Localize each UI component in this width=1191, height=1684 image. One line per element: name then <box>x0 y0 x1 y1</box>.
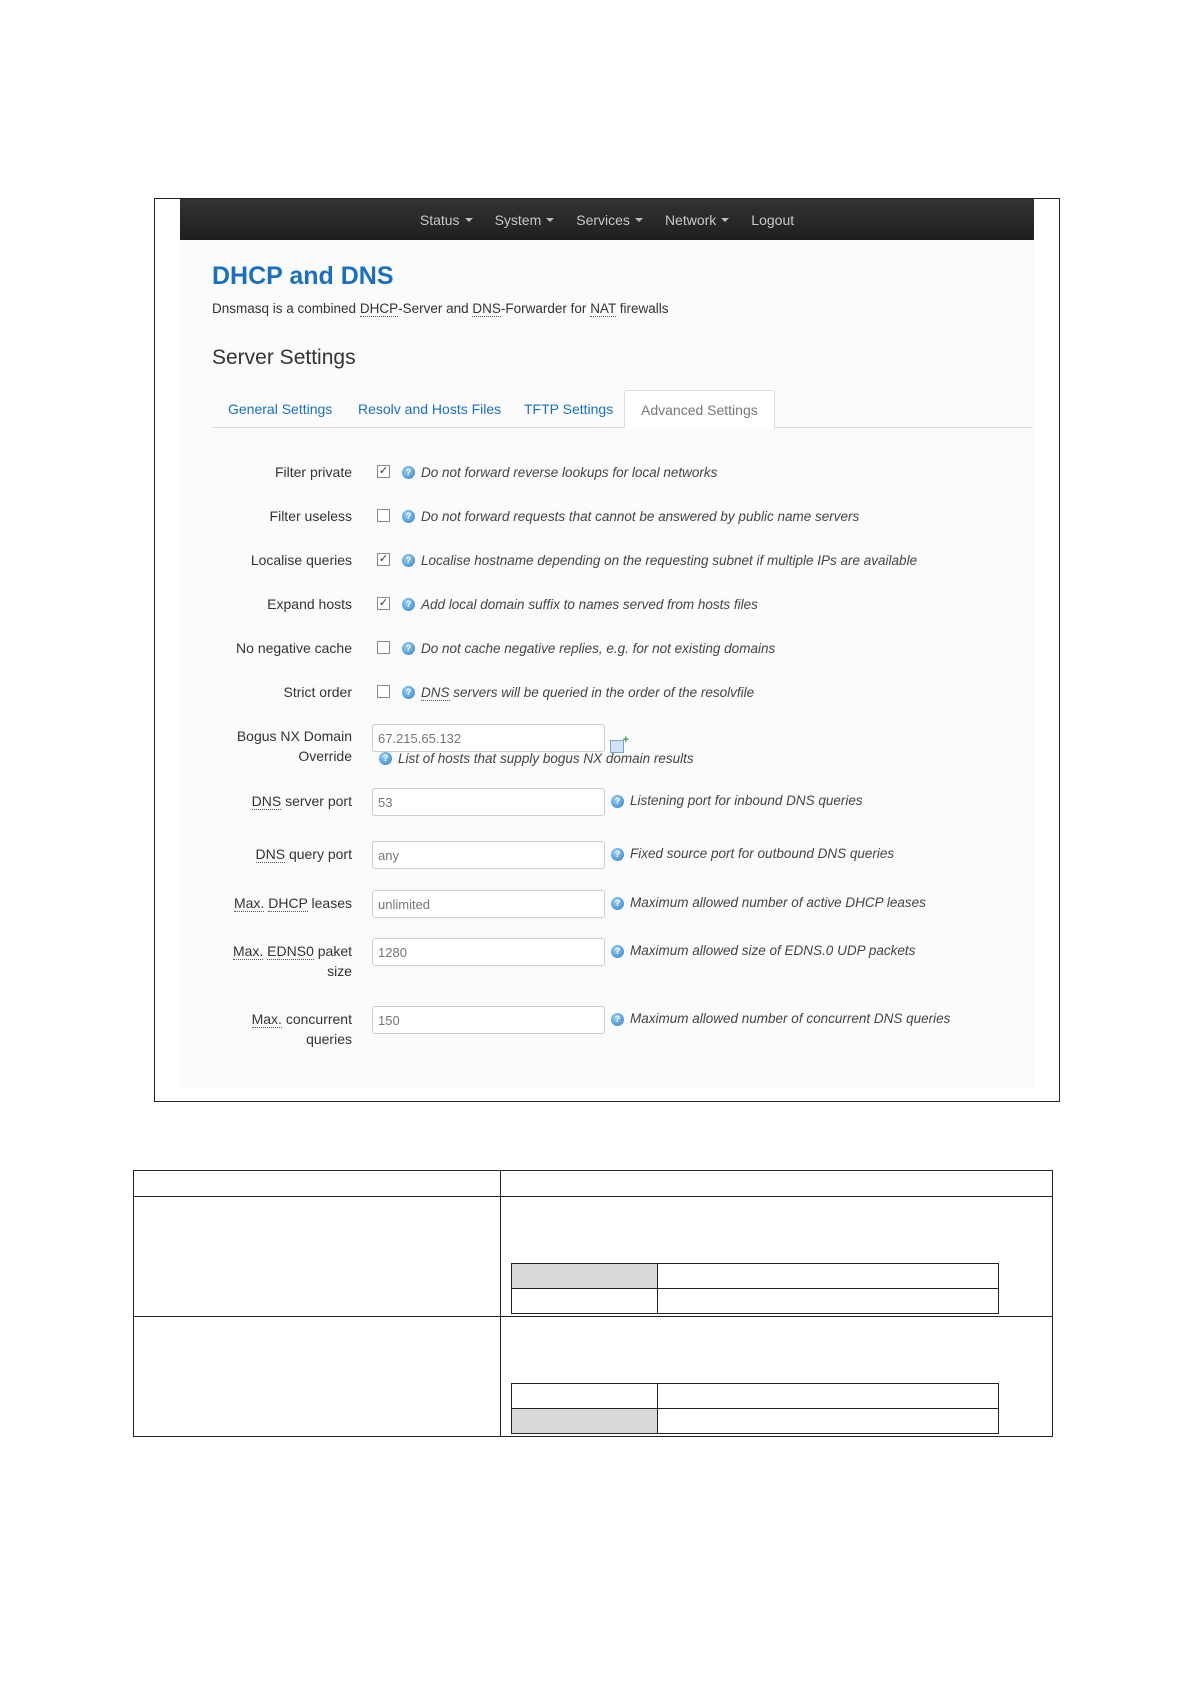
table-cell <box>658 1289 999 1314</box>
caret-down-icon <box>465 218 473 222</box>
nav-services-label: Services <box>576 211 630 228</box>
strict-order-checkbox[interactable] <box>377 685 390 698</box>
inner-table <box>511 1383 999 1434</box>
localise-queries-label: Localise queries <box>250 552 352 568</box>
dns-query-port-input[interactable] <box>372 841 605 869</box>
nav-system[interactable] <box>484 212 566 228</box>
max-edns0-input[interactable] <box>372 938 605 966</box>
settings-tabs <box>212 390 1032 428</box>
luci-screenshot <box>180 199 1034 1089</box>
check-mark: ✓ <box>378 553 389 565</box>
filter-useless-hint: Do not forward requests that cannot be answered by public name servers <box>421 509 860 524</box>
table-row <box>134 1197 1053 1317</box>
hint-text: servers will be queried in the order of the resolvfile <box>449 685 755 700</box>
tab-advanced-settings[interactable]: Advanced Settings <box>624 390 775 429</box>
max-edns0-hint: Maximum allowed size of EDNS.0 UDP packets <box>630 943 916 958</box>
caret-down-icon <box>635 218 643 222</box>
desc-part: -Server and <box>398 301 473 316</box>
filter-private-checkbox[interactable] <box>377 465 390 478</box>
bogus-nx-label-line1: Bogus NX Domain <box>236 728 352 744</box>
filter-useless-label: Filter useless <box>269 508 352 524</box>
dns-server-port-label <box>180 791 352 811</box>
page-title: DHCP and DNS <box>212 262 394 290</box>
strict-order-hint <box>421 683 754 703</box>
max-dhcp-leases-input[interactable] <box>372 890 605 918</box>
filter-private-label: Filter private <box>274 464 352 480</box>
expand-hosts-label: Expand hosts <box>267 596 352 612</box>
desc-part: firewalls <box>615 301 669 316</box>
table-row <box>512 1289 999 1314</box>
help-circle-icon: ? <box>611 945 624 958</box>
help-circle-icon: ? <box>402 554 415 567</box>
help-circle-icon: ? <box>402 642 415 655</box>
settings-doc-table <box>133 1170 1053 1437</box>
inner-table <box>511 1263 999 1314</box>
nav-logout[interactable] <box>740 212 805 228</box>
label-text: query port <box>285 846 352 862</box>
table-cell <box>512 1384 658 1409</box>
label-text: leases <box>307 895 352 911</box>
section-title: Server Settings <box>212 346 356 369</box>
label-abbr-max: Max. <box>232 943 264 959</box>
bogus-nx-hint: List of hosts that supply bogus NX domain results <box>398 751 694 766</box>
help-circle-icon: ? <box>611 848 624 861</box>
help-circle-icon: ? <box>611 897 624 910</box>
table-row <box>512 1409 999 1434</box>
desc-abbr-nat: NAT <box>590 301 616 316</box>
max-dhcp-leases-hint: Maximum allowed number of active DHCP leases <box>630 895 926 910</box>
bogus-nx-label-line2: Override <box>298 748 352 764</box>
table-row <box>512 1384 999 1409</box>
help-circle-icon: ? <box>379 752 392 765</box>
filter-useless-checkbox[interactable] <box>377 509 390 522</box>
label-text: server port <box>281 793 352 809</box>
nav-status-label: Status <box>419 211 460 228</box>
label-text: paket <box>313 943 352 959</box>
max-concurrent-queries-input[interactable] <box>372 1006 605 1034</box>
label-text-line2: queries <box>306 1031 352 1047</box>
dns-query-port-hint: Fixed source port for outbound DNS queries <box>630 846 895 861</box>
nav-network[interactable] <box>654 212 740 228</box>
table-row <box>134 1317 1053 1437</box>
table-cell <box>501 1317 1053 1437</box>
max-edns0-label <box>180 941 352 981</box>
caret-down-icon <box>721 218 729 222</box>
desc-part: -Forwarder for <box>500 301 591 316</box>
label-abbr-dhcp: DHCP <box>268 895 308 911</box>
nav-logout-label: Logout <box>751 211 795 228</box>
expand-hosts-hint: Add local domain suffix to names served from hosts files <box>421 597 758 612</box>
hint-abbr-dns: DNS <box>421 685 450 700</box>
label-abbr-max: Max. <box>233 895 265 911</box>
label-text-line2: size <box>327 963 352 979</box>
expand-hosts-checkbox[interactable] <box>377 597 390 610</box>
max-dhcp-leases-label <box>180 893 352 913</box>
strict-order-label: Strict order <box>283 684 352 700</box>
top-navbar <box>180 199 1034 240</box>
nav-services[interactable] <box>565 212 654 228</box>
table-cell <box>501 1171 1053 1197</box>
nav-network-label: Network <box>664 211 717 228</box>
help-circle-icon: ? <box>611 795 624 808</box>
bogus-nx-input[interactable] <box>372 724 605 752</box>
table-cell <box>658 1409 999 1434</box>
label-abbr-dns: DNS <box>251 793 282 809</box>
help-circle-icon: ? <box>611 1013 624 1026</box>
localise-queries-checkbox[interactable] <box>377 553 390 566</box>
table-cell <box>658 1264 999 1289</box>
table-cell <box>512 1409 658 1434</box>
table-row <box>134 1171 1053 1197</box>
tab-resolv-hosts-files[interactable]: Resolv and Hosts Files <box>358 401 502 417</box>
help-circle-icon: ? <box>402 466 415 479</box>
desc-part: Dnsmasq is a combined <box>212 301 360 316</box>
max-concurrent-queries-label <box>180 1009 352 1049</box>
label-text: concurrent <box>281 1011 352 1027</box>
table-cell <box>134 1197 501 1317</box>
page-description <box>212 301 668 316</box>
desc-abbr-dhcp: DHCP <box>359 301 399 316</box>
dns-server-port-input[interactable] <box>372 788 605 816</box>
check-mark: ✓ <box>378 465 389 477</box>
dns-server-port-hint: Listening port for inbound DNS queries <box>630 793 863 808</box>
table-cell <box>134 1317 501 1437</box>
table-cell <box>501 1197 1053 1317</box>
filter-private-hint: Do not forward reverse lookups for local networks <box>421 465 718 480</box>
table-cell <box>512 1289 658 1314</box>
help-circle-icon: ? <box>402 598 415 611</box>
dns-query-port-label <box>180 844 352 864</box>
no-negative-cache-hint: Do not cache negative replies, e.g. for not existing domains <box>421 641 776 656</box>
screenshot-frame <box>154 198 1060 1102</box>
bogus-nx-label <box>180 726 352 766</box>
nav-system-label: System <box>494 211 542 228</box>
help-circle-icon: ? <box>402 510 415 523</box>
table-cell <box>658 1384 999 1409</box>
localise-queries-hint: Localise hostname depending on the requesting subnet if multiple IPs are available <box>421 553 918 568</box>
help-circle-icon: ? <box>402 686 415 699</box>
desc-abbr-dns: DNS <box>472 301 501 316</box>
label-abbr-dns: DNS <box>255 846 286 862</box>
caret-down-icon <box>546 218 554 222</box>
tab-general-settings[interactable]: General Settings <box>228 401 333 417</box>
table-cell <box>512 1264 658 1289</box>
no-negative-cache-label: No negative cache <box>236 640 352 656</box>
nav-status[interactable] <box>409 212 484 228</box>
no-negative-cache-checkbox[interactable] <box>377 641 390 654</box>
tab-tftp-settings[interactable]: TFTP Settings <box>524 401 614 417</box>
max-concurrent-queries-hint: Maximum allowed number of concurrent DNS queries <box>630 1011 951 1026</box>
table-cell <box>134 1171 501 1197</box>
label-abbr-max: Max. <box>251 1011 282 1027</box>
label-abbr-edns0: EDNS0 <box>267 943 314 959</box>
check-mark: ✓ <box>378 597 389 609</box>
table-row <box>512 1264 999 1289</box>
